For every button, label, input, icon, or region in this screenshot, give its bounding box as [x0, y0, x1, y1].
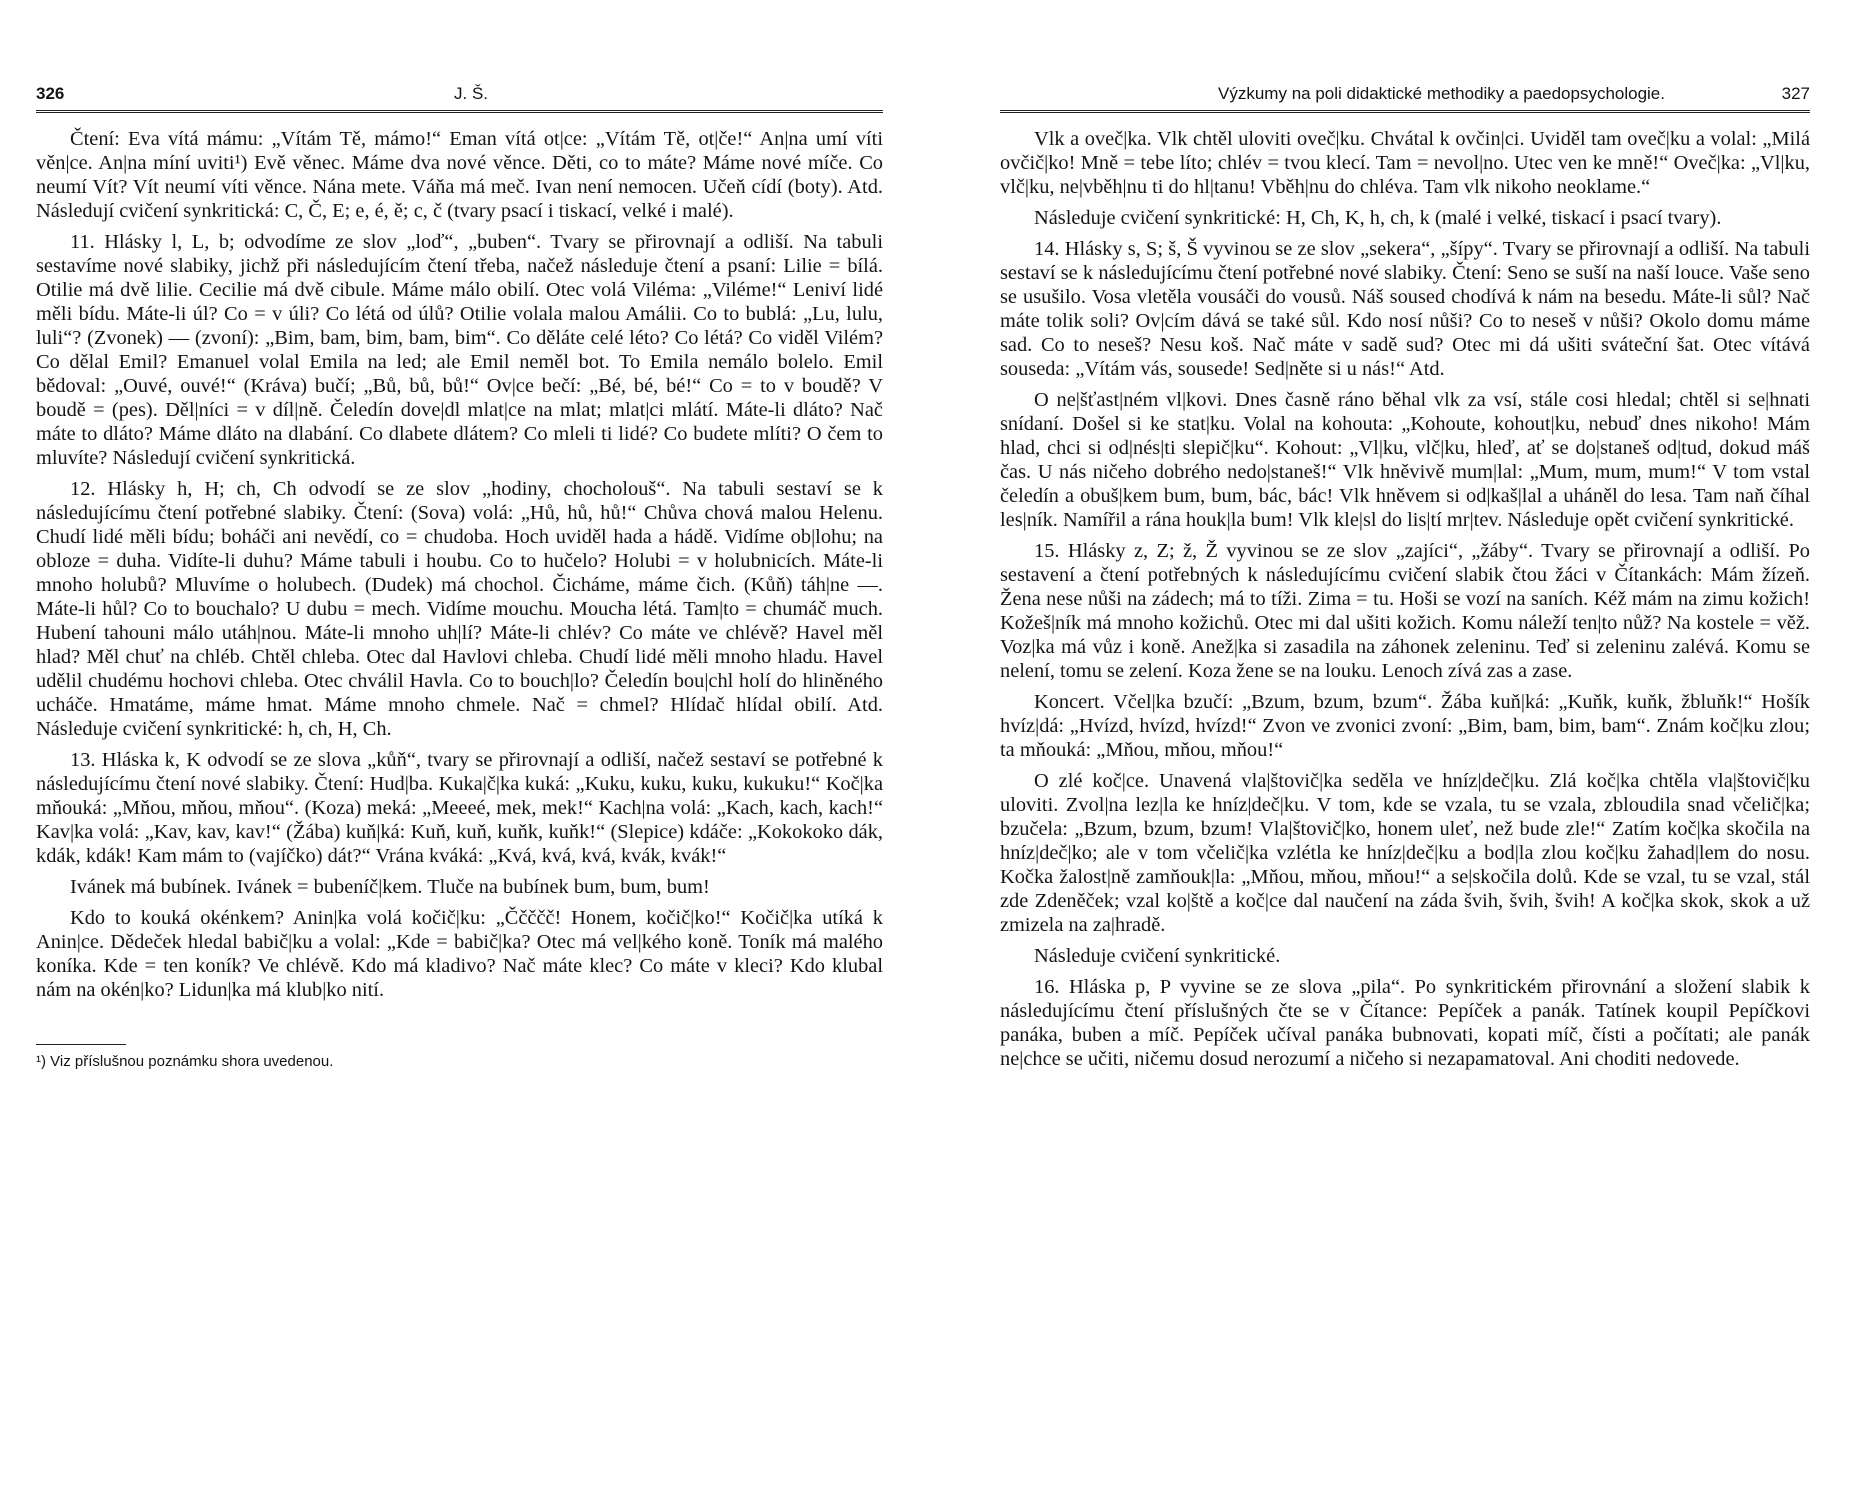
running-head-title: Výzkumy na poli didaktické methodiky a paedopsychologie.: [1218, 84, 1665, 103]
paragraph: 12. Hlásky h, H; ch, Ch odvodí se ze slov „hodiny, chocholouš“. Na tabuli sestaví se k následujícímu čtení potřebné slabiky. Čtení: (Sova) volá: „Hů, hů, hů!“ Chůva chová malou Helenu. Chudí lidé měli bídu; boháči ani nevědí, co = chudoba. Hoch uviděl hada a hádě. Vidíme ob|lohu; na obloze = duha. Vidíte-li duhu? Máme tabuli i houbu. Co to hučelo? Holubi = v holubnicích. Máte-li mnoho holubů? Mluvíme o holubech. (Dudek) má chochol. Čicháme, máme čich. (Kůň) táh|ne —. Máte-li hůl? Co to bouchalo? U dubu = mech. Vidíme mouchu. Moucha létá. Tam|to = chumáč much. Hubení tahouni málo utáh|nou. Máte-li mnoho uh|lí? Máte-li chlév? Co máte ve chlévě? Havel měl hlad? Měl chuť na chléb. Chtěl chleba. Otec dal Havlovi chleba. Chudí lidé měli mnoho hladu. Havel udělil chudému hochovi chleba. Otec chválil Havla. Co to bouch|lo? Čeledín bou|chl holí do hliněného ucháče. Hmatáme, máme hmat. Máme mnoho chmele. Nač = chmel? Hlídač hlídal obilí. Atd. Následuje cvičení synkritické: h, ch, H, Ch.: [36, 478, 883, 740]
right-page: [1000, 80, 1810, 1078]
page-number: 326: [36, 84, 65, 103]
paragraph: 15. Hlásky z, Z; ž, Ž vyvinou se ze slov „zajíci“, „žáby“. Tvary se přirovnají a odliší. Po sestavení a čtení potřebných k následujícímu cvičení slabik čtou žáci v Čítankách: Mám žízeň. Žena nese nůši na zádech; má to tíži. Zima = tu. Hoši se vozí na saních. Kéž mám na zimu kožich! Kožeš|ník má mnoho kožichů. Otec mi dal ušiti kožich. Komu náleží ten|to nůž? Na kostele = věž. Voz|ka má vůz i koně. Anež|ka si zasadila na záhonek zeleninu. Teď si zeleninu zalévá. Komu se nelení, tomu se zelení. Koza žene se na louku. Lenoch zívá zas a zase.: [1000, 540, 1810, 682]
running-head: [36, 80, 883, 113]
left-page: [36, 80, 883, 1070]
paragraph: Kdo to kouká okénkem? Anin|ka volá kočič|ku: „Ččččč! Honem, kočič|ko!“ Kočič|ka utíká k Anin|ce. Dědeček hledal babič|ku a volal: „Kde = babič|ka? Otec má vel|kého koně. Toník má malého koníka. Kde = ten koník? Ve chlévě. Kdo má kladivo? Nač máte klec? Co máte v kleci? Kdo klubal nám na okén|ko? Lidun|ka má klub|ko nití.: [36, 907, 883, 1001]
paragraph: 11. Hlásky l, L, b; odvodíme ze slov „loď“, „buben“. Tvary se přirovnají a odliší. Na tabuli sestavíme nové slabiky, jichž při následujícím čtení třeba, načež následuje čtení a psaní: Lilie = bílá. Otilie má dvě lilie. Cecilie má dvě cibule. Máme málo obilí. Otec volá Viléma: „Viléme!“ Leniví lidé měli bídu. Máte-li úl? Co = v úli? Co létá od úlů? Otilie volala malou Amálii. Co to bublá: „Lu, lulu, luli“? (Zvonek) — (zvoní): „Bim, bam, bim, bam, bim“. Co děláte celé léto? Co létá? Co viděl Vilém? Co dělal Emil? Emanuel volal Emila na led; ale Emil neměl bot. To Emila nemálo bolelo. Emil bědoval: „Ouvé, ouvé!“ (Kráva) bučí; „Bů, bů, bů!“ Ov|ce bečí: „Bé, bé, bé!“ Co = to v boudě? V boudě = (pes). Děl|níci = v díl|ně. Čeledín dove|dl mlat|ce na mlat; mlat|ci mlátí. Máte-li dláto? Nač máte to dláto? Máme dláto na dlabání. Co dlabete dlátem? Co mleli ti lidé? Co budete mlíti? O čem to mluvíte? Následují cvičení synkritická.: [36, 231, 883, 469]
footnote: ¹) Viz příslušnou poznámku shora uvedenou.: [36, 1053, 334, 1070]
paragraph: 13. Hláska k, K odvodí se ze slova „kůň“, tvary se přirovnají a odliší, načež sestaví se potřebné k následujícímu čtení nové slabiky. Čtení: Hud|ba. Kuka|č|ka kuká: „Kuku, kuku, kuku, kukuku!“ Koč|ka mňouká: „Mňou, mňou, mňou“. (Koza) meká: „Meeeé, mek, mek!“ Kach|na volá: „Kach, kach, kach!“ Kav|ka volá: „Kav, kav, kav!“ (Žába) kuň|ká: Kuň, kuň, kuňk, kuňk!“ (Slepice) kdáče: „Kokokoko dák, kdák, kdák! Kam mám to (vajíčko) dát?“ Vrána kváká: „Kvá, kvá, kvá, kvák, kvák!“: [36, 749, 883, 867]
paragraph: Ivánek má bubínek. Ivánek = bubeníč|kem. Tluče na bubínek bum, bum, bum!: [70, 876, 710, 898]
running-head-title: J. Š.: [454, 84, 489, 103]
paragraph: Následuje cvičení synkritické.: [1034, 945, 1281, 967]
footnote-rule: [36, 1044, 126, 1045]
paragraph: O zlé koč|ce. Unavená vla|štovič|ka seděla ve hníz|deč|ku. Zlá koč|ka chtěla vla|štovič|ku uloviti. Zvol|na lez|la ke hníz|deč|ku. V tom, kde se vzala, tu se vzala, zbloudila snad včelič|ka; bzučela: „Bzum, bzum, bzum! Vla|štovič|ko, honem uleť, než bude zle!“ Zatím koč|ka skočila na hníz|deč|ko; ale v tom včelič|ka vzlétla ke hníz|deč|ku a bod|la zlou koč|ku žahad|lem do nosu. Kočka žalost|ně zamňouk|la: „Mňou, mňou, mňou!“ a se|skočila dolů. Kde se vzal, tu se vzal, stál zde Zdeněček; vzal ko|ště a koč|ce dal naučení na záda švih, švih, švih! A koč|ka skok, skok a už zmizela na za|hradě.: [1000, 770, 1810, 936]
paragraph: Následuje cvičení synkritické: H, Ch, K, h, ch, k (malé i velké, tiskací i psací tvary).: [1034, 207, 1722, 229]
paragraph: Vlk a oveč|ka. Vlk chtěl uloviti oveč|ku. Chvátal k ovčin|ci. Uviděl tam oveč|ku a volal: „Milá ovčič|ko! Mně = tebe líto; chlév = tvou klecí. Tam = nevol|no. Utec ven ke mně!“ Oveč|ka: „Vl|ku, vlč|ku, ne|vběh|nu ti do hl|tanu! Vběh|nu do chléva. Tam vlk nikoho neoklame.“: [1000, 128, 1810, 198]
body-text: [36, 127, 883, 1002]
paragraph: 16. Hláska p, P vyvine se ze slova „pila“. Po synkritickém přirovnání a složení slabik k následujícímu čtení příslušných čte se v Čítance: Pepíček a panák. Tatínek koupil Pepíčkovi panáka, buben a míč. Pepíček učíval panáka bubnovati, kopati míč, čísti a počítati; ale panák ne|chce se učiti, ničemu dosud nerozumí a ničeho si nezapamatoval. Ani choditi nedovede.: [1000, 976, 1810, 1070]
body-text: [1000, 127, 1810, 1071]
paragraph: Čtení: Eva vítá mámu: „Vítám Tě, mámo!“ Eman vítá ot|ce: „Vítám Tě, ot|če!“ An|na umí víti věn|ce. An|na míní uviti¹) Evě věnec. Máme dva nové věnce. Děti, co to máte? Máme nové míče. Co neumí Vít? Vít neumí víti věnce. Nána mete. Váňa má meč. Ivan není nemocen. Učeň cídí (boty). Atd. Následují cvičení synkritická: C, Č, E; e, é, ě; c, č (tvary psací i tiskací, velké i malé).: [36, 128, 883, 222]
running-head: [1000, 80, 1810, 113]
paragraph: 14. Hlásky s, S; š, Š vyvinou se ze slov „sekera“, „šípy“. Tvary se přirovnají a odliší. Na tabuli sestaví se k následujícímu čtení potřebné nové slabiky. Čtení: Seno se suší na naší louce. Vaše seno se usušilo. Vosa vletěla vousáči do vousů. Náš soused chodívá k nám na besedu. Máte-li sůl? Nač máte tolik soli? Ov|cím dává se také sůl. Kdo nosí nůši? Co to neseš v nůši? Okolo domu máme sad. Co to neseš? Nesu koš. Nač máte v sadě sud? Otec mi dá ušiti sváteční šat. Otec vítává souseda: „Vítám vás, sousede! Sed|něte si u nás!“ Atd.: [1000, 238, 1810, 380]
paragraph: O ne|šťast|ném vl|kovi. Dnes časně ráno běhal vlk za vsí, stále cosi hledal; chtěl si se|hnati snídaní. Došel si ke stat|ku. Volal na kohouta: „Kohoute, kohout|ku, nebuď dnes nikoho! Mám hlad, chci si od|nés|ti slepič|ku“. Kohout: „Vl|ku, vlč|ku, hleď, ať se do|staneš od|tud, dokud máš čas. U nás ničeho dobrého nedo|staneš!“ Vlk hněvivě mum|lal: „Mum, mum, mum!“ V tom vstal čeledín a obuš|kem bum, bum, bác, bác! Vlk hněvem si od|kaš|lal a uháněl do lesa. Tam naň číhal les|ník. Namířil a rána houk|la bum! Vlk kle|sl do lis|tí mr|tev. Následuje opět cvičení synkritické.: [1000, 389, 1810, 531]
paragraph: Koncert. Včel|ka bzučí: „Bzum, bzum, bzum“. Žába kuň|ká: „Kuňk, kuňk, žbluňk!“ Hošík hvíz|dá: „Hvízd, hvízd, hvízd!“ Zvon ve zvonici zvoní: „Bim, bam, bim, bam“. Znám koč|ku zlou; ta mňouká: „Mňou, mňou, mňou!“: [1000, 691, 1810, 761]
page-number: 327: [1781, 84, 1810, 103]
